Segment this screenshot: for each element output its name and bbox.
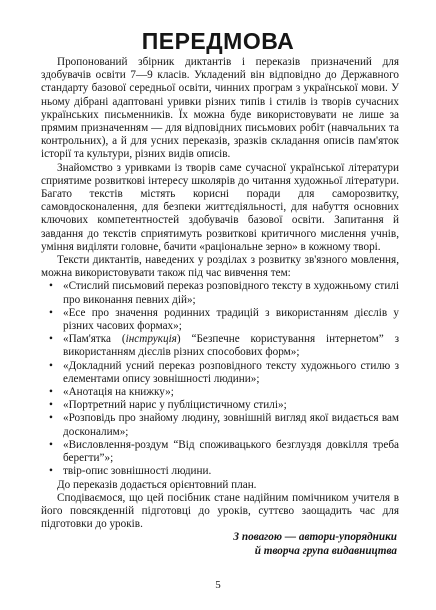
list-item: • «Стислий письмовий переказ розповідного тексту в художньому стилі про виконання певних дій»; [49,280,399,306]
paragraph: Тексти диктантів, наведених у розділах з розвитку зв'язного мовлення, можна використовувати також під час вивчення тем: [41,254,399,280]
list-item: • «Висловлення-роздум “Від споживацького безглуздя довкілля треба берегти”»; [49,439,399,465]
italic-term: інструкція [125,333,177,346]
list-item: • «Портретний нарис у публіцистичному стилі»; [49,399,399,412]
paragraph: До переказів додається орієнтовний план. [57,478,257,491]
page-title: ПЕРЕДМОВА [141,28,295,54]
preface-body [41,56,399,558]
list-item: • твір-опис зовнішності людини. [49,465,399,478]
signature-line: З повагою — автори-упорядники [233,531,397,544]
signature-line: й творча група видавництва [254,544,397,557]
paragraph: Знайомство з уривками із творів саме сучасної української літератури сприятиме розвиткові інтересу школярів до читання художньої літератури. Багато текстів містять корисні поради для саморозвитку, самовдосконалення, для безпеки життєдіяльності, для набуття основних ключових компетентностей здобувачів базової освіти. Запитання й завдання до текстів сприятимуть розвиткові критичного мислення учнів, уміння виділяти головне, бачити «раціональне зерно» в кожному творі. [41,161,399,253]
page-number: 5 [215,579,221,591]
list-item: • «Докладний усний переказ розповідного тексту художнього стилю з елементами опису зовнішності людини»; [49,360,399,386]
list-item: • «Есе про значення родинних традицій з використанням дієслів у різних часових формах»; [49,307,399,333]
list-item: • «Анотація на книжку»; [49,386,399,399]
topics-list [41,280,399,478]
paragraph: Пропонований збірник диктантів і переказів призначений для здобувачів освіти 7—9 класів. Укладений він відповідно до Державного стандарту базової середньої освіти, чинних програм з української мови. У ньому дібрані адаптовані уривки різних типів і стилів із творів сучасних українських письменників. Їх можна буде використовувати не лише за прямим призначенням — для відповідних письмових робіт (навчальних та контрольних), а й для усних переказів, зразків складання описів пам'яток історії та культури, різних видів описів. [41,56,399,161]
list-item [49,333,399,359]
signature [41,531,399,557]
list-item-text: ) “Безпечне користування інтернетом” з використанням дієслів різних способових форм»; [63,333,399,359]
paragraph: Сподіваємося, що цей посібник стане надійним помічником учителя в його повсякденній підготовці до уроків, суттєво заощадить час для підготовки до уроків. [41,491,399,531]
list-item-text: «Пам'ятка ( [63,333,126,346]
list-item: • «Розповідь про знайому людину, зовнішній вигляд якої видається вам досконалим»; [49,412,399,438]
